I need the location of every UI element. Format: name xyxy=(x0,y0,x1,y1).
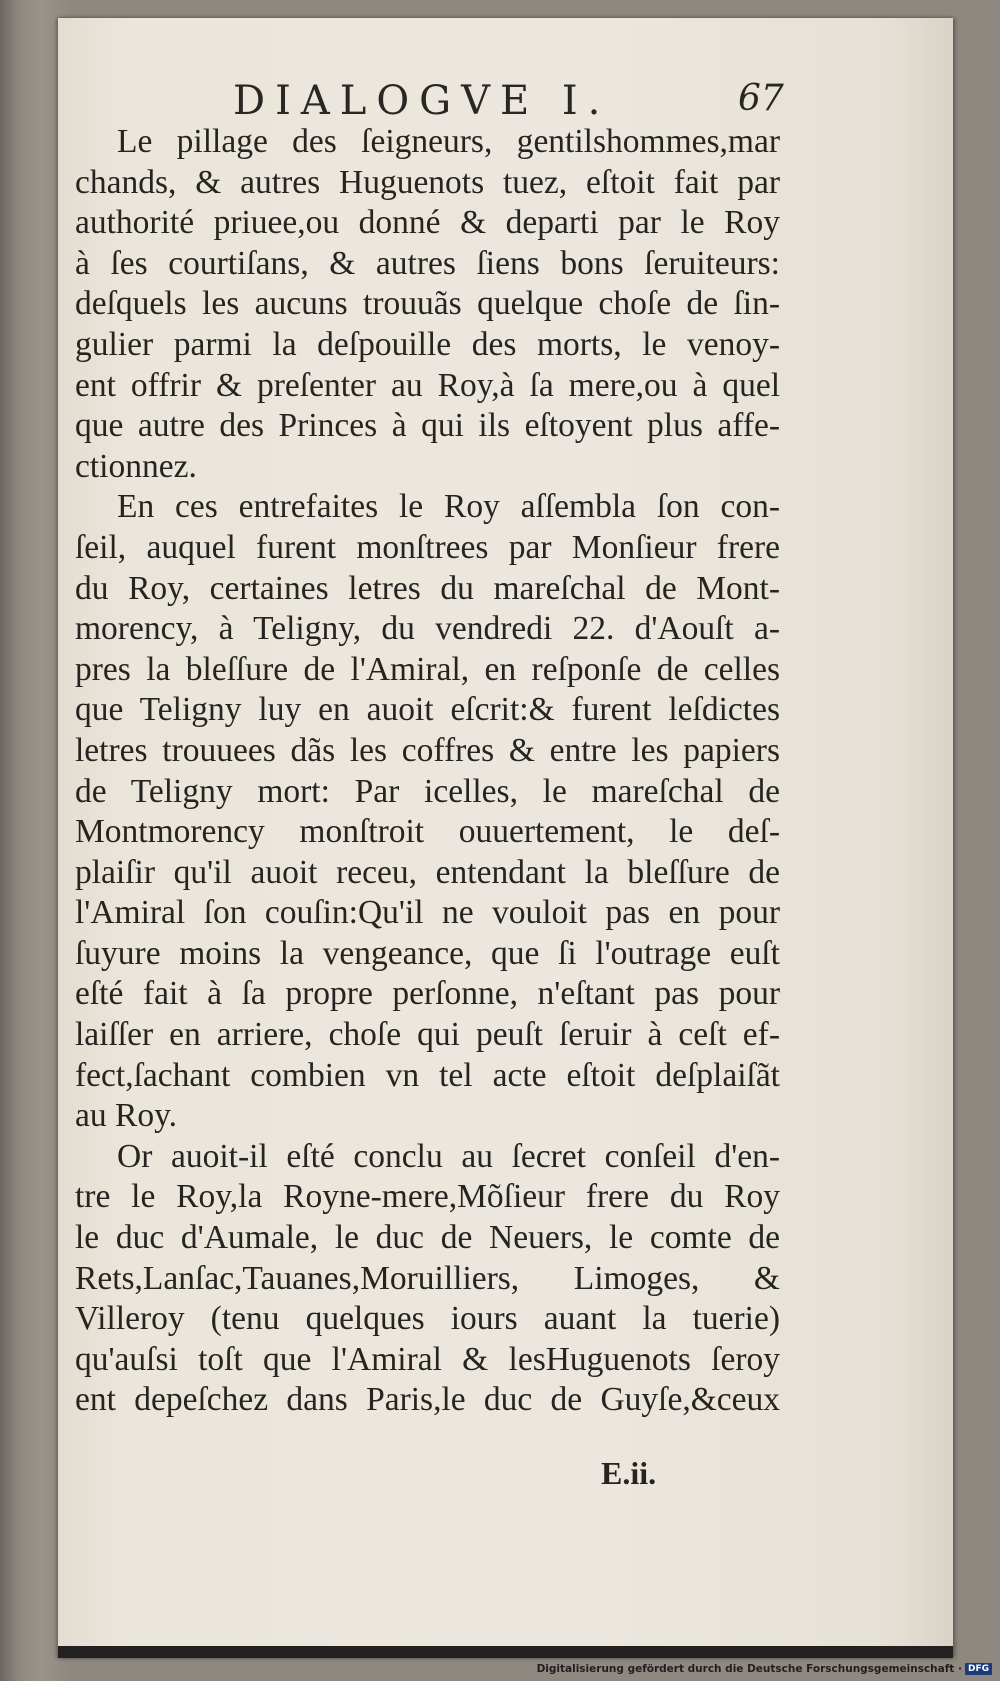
text-block xyxy=(75,122,780,1421)
page-number: 67 xyxy=(738,78,784,119)
credit-text: Digitalisierung gefördert durch die Deutsche Forschungsgemeinschaft · xyxy=(536,1663,962,1675)
text-line: à ſes courtiſans, & autres ſiens bons ſeruiteurs: xyxy=(75,244,780,282)
text-line: ſeil, auquel furent monſtrees par Monſieur frere xyxy=(75,528,780,566)
running-head xyxy=(58,58,953,124)
text-line: ctionnez. xyxy=(75,447,197,485)
text-line: morency, à Teligny, du vendredi 22. d'Aouſt a- xyxy=(75,610,780,648)
text-line: Rets,Lanſac,Tauanes,Moruilliers, Limoges, & xyxy=(75,1259,780,1297)
text-line: eſté fait à ſa propre perſonne, n'eſtant pas pour xyxy=(75,975,780,1013)
text-line: tre le Roy,la Royne-mere,Mõſieur frere du Roy xyxy=(75,1178,780,1216)
text-line: pres la bleſſure de l'Amiral, en reſponſe de celles xyxy=(75,650,780,688)
text-line: que Teligny luy en auoit eſcrit:& furent leſdictes xyxy=(75,691,780,729)
text-line: Le pillage des ſeigneurs, gentilshommes,mar xyxy=(117,123,780,160)
signature-mark: E.ii. xyxy=(601,1455,657,1491)
text-line: ent offrir & preſenter au Roy,à ſa mere,ou à quel xyxy=(75,366,780,404)
text-line: letres trouuees dãs les coffres & entre les papiers xyxy=(75,731,780,769)
text-line: Or auoit-il eſté conclu au ſecret conſeil d'en- xyxy=(117,1137,780,1175)
text-line: gulier parmi la deſpouille des morts, le venoy- xyxy=(75,325,780,363)
text-line: qu'auſsi toſt que l'Amiral & lesHuguenots ſeroy xyxy=(75,1340,780,1378)
text-line: l'Amiral ſon couſin:Qu'il ne vouloit pas en pour xyxy=(75,894,780,932)
dfg-logo-icon: DFG xyxy=(965,1663,992,1675)
text-line: le duc d'Aumale, le duc de Neuers, le comte de xyxy=(75,1219,780,1257)
text-line: de Teligny mort: Par icelles, le mareſchal de xyxy=(75,772,780,810)
text-line: En ces entrefaites le Roy aſſembla ſon con- xyxy=(117,488,780,526)
text-line: Montmorency monſtroit ouuertement, le deſ- xyxy=(75,813,780,851)
digitization-credit xyxy=(537,1663,992,1675)
text-line: au Roy. xyxy=(75,1097,178,1135)
running-title: DIALOGVE I. xyxy=(233,78,611,124)
paragraph xyxy=(75,122,780,487)
text-line: laiſſer en arriere, choſe qui peuſt ſeruir à ceſt ef- xyxy=(75,1016,780,1054)
text-line: ſuyure moins la vengeance, que ſi l'outrage euſt xyxy=(75,934,780,972)
text-line: authorité priuee,ou donné & departi par le Roy xyxy=(75,204,780,242)
paragraph xyxy=(75,487,780,1137)
paragraph xyxy=(75,1137,780,1421)
text-line: fect,ſachant combien vn tel acte eſtoit deſplaiſãt xyxy=(75,1056,780,1094)
text-line: deſquels les aucuns trouuãs quelque choſe de ſin- xyxy=(75,285,780,323)
text-line: chands, & autres Huguenots tuez, eſtoit fait par xyxy=(75,163,780,201)
text-line: Villeroy (tenu quelques iours auant la tuerie) xyxy=(75,1300,780,1338)
book-page xyxy=(58,18,953,1658)
text-line: ent depeſchez dans Paris,le duc de Guyſe,&ceux xyxy=(75,1381,780,1419)
text-line: plaiſir qu'il auoit receu, entendant la bleſſure de xyxy=(75,853,780,891)
text-line: que autre des Princes à qui ils eſtoyent plus affe- xyxy=(75,407,780,445)
text-line: du Roy, certaines letres du mareſchal de Mont- xyxy=(75,569,780,607)
